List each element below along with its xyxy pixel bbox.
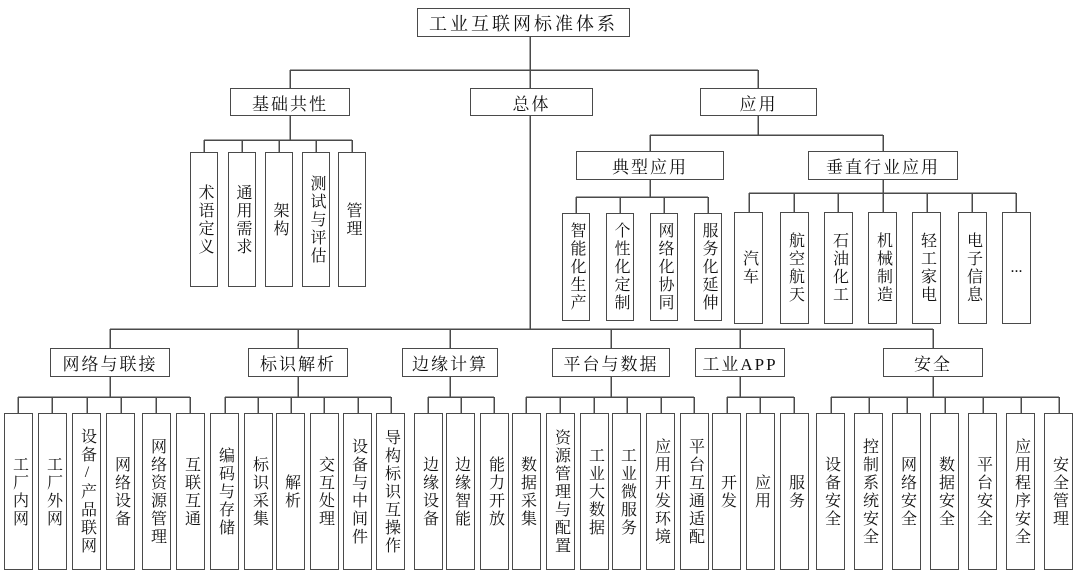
node-industrial-app: 工业APP bbox=[695, 348, 785, 377]
network-child: 互联互通 bbox=[176, 413, 205, 570]
typical-child: 智能化生产 bbox=[562, 213, 590, 321]
app-child: 应用 bbox=[746, 413, 775, 570]
vertical-industry-child: 轻工家电 bbox=[912, 212, 941, 324]
security-child: 应用程序安全 bbox=[1006, 413, 1035, 570]
node-foundation-commonality: 基础共性 bbox=[230, 88, 350, 116]
node-vertical-industry-application: 垂直行业应用 bbox=[808, 151, 958, 180]
node-typical-application: 典型应用 bbox=[576, 151, 724, 180]
foundation-child: 测试与评估 bbox=[302, 152, 330, 287]
platform-child: 平台互通适配 bbox=[680, 413, 709, 570]
typical-child: 服务化延伸 bbox=[694, 213, 722, 321]
edge-child: 边缘设备 bbox=[414, 413, 443, 570]
network-child: 设备/产品联网 bbox=[72, 413, 101, 570]
platform-child: 资源管理与配置 bbox=[546, 413, 575, 570]
node-application: 应用 bbox=[700, 88, 817, 116]
vertical-industry-child: 机械制造 bbox=[868, 212, 897, 324]
security-child: 数据安全 bbox=[930, 413, 959, 570]
vertical-industry-child: 电子信息 bbox=[958, 212, 987, 324]
foundation-child: 术语定义 bbox=[190, 152, 218, 287]
vertical-industry-child: 航空航天 bbox=[780, 212, 809, 324]
node-overall: 总体 bbox=[470, 88, 593, 116]
vertical-industry-child: 石油化工 bbox=[824, 212, 853, 324]
security-child: 网络安全 bbox=[892, 413, 921, 570]
identifier-child: 交互处理 bbox=[310, 413, 339, 570]
app-child: 开发 bbox=[712, 413, 741, 570]
identifier-child: 编码与存储 bbox=[210, 413, 239, 570]
vertical-industry-child-ellipsis: ... bbox=[1002, 212, 1031, 324]
network-child: 网络资源管理 bbox=[142, 413, 171, 570]
edge-child: 能力开放 bbox=[480, 413, 509, 570]
network-child: 网络设备 bbox=[106, 413, 135, 570]
node-network-and-connection: 网络与联接 bbox=[50, 348, 170, 377]
edge-child: 边缘智能 bbox=[446, 413, 475, 570]
security-child: 安全管理 bbox=[1044, 413, 1073, 570]
platform-child: 工业微服务 bbox=[612, 413, 641, 570]
identifier-child: 导构标识互操作 bbox=[376, 413, 405, 570]
app-child: 服务 bbox=[780, 413, 809, 570]
network-child: 工厂外网 bbox=[38, 413, 67, 570]
typical-child: 网络化协同 bbox=[650, 213, 678, 321]
identifier-child: 设备与中间件 bbox=[343, 413, 372, 570]
node-edge-computing: 边缘计算 bbox=[402, 348, 498, 377]
foundation-child: 通用需求 bbox=[228, 152, 256, 287]
network-child: 工厂内网 bbox=[4, 413, 33, 570]
security-child: 设备安全 bbox=[816, 413, 845, 570]
node-platform-and-data: 平台与数据 bbox=[552, 348, 670, 377]
platform-child: 数据采集 bbox=[512, 413, 541, 570]
vertical-industry-child: 汽车 bbox=[734, 212, 763, 324]
foundation-child: 管理 bbox=[338, 152, 366, 287]
identifier-child: 解析 bbox=[276, 413, 305, 570]
platform-child: 工业大数据 bbox=[580, 413, 609, 570]
node-root: 工业互联网标准体系 bbox=[417, 8, 630, 37]
platform-child: 应用开发环境 bbox=[646, 413, 675, 570]
node-identifier-resolution: 标识解析 bbox=[248, 348, 348, 377]
security-child: 平台安全 bbox=[968, 413, 997, 570]
security-child: 控制系统安全 bbox=[854, 413, 883, 570]
identifier-child: 标识采集 bbox=[244, 413, 273, 570]
foundation-child: 架构 bbox=[265, 152, 293, 287]
node-security: 安全 bbox=[883, 348, 983, 377]
typical-child: 个性化定制 bbox=[606, 213, 634, 321]
